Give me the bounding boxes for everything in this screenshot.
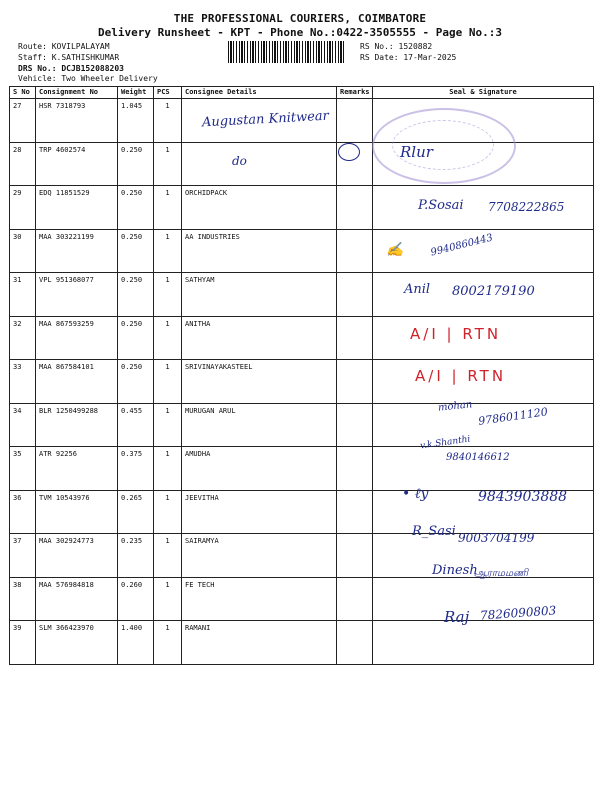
document-title: THE PROFESSIONAL COURIERS, COIMBATORE <box>173 12 427 25</box>
consignee-cell: AA INDUSTRIES <box>182 229 337 273</box>
table-row <box>10 229 594 273</box>
handwritten-remark-33: A/I | RTN <box>415 367 507 385</box>
remarks-cell <box>337 490 373 534</box>
sno-cell: 28 <box>10 142 36 186</box>
consignment-cell: EDQ 11851529 <box>36 186 118 230</box>
weight-cell: 0.250 <box>118 142 154 186</box>
pcs-cell: 1 <box>154 99 182 143</box>
sno-cell: 32 <box>10 316 36 360</box>
handwritten-phone-30: 9940860443 <box>429 232 495 259</box>
vehicle-label: Vehicle: Two Wheeler Delivery <box>18 74 158 83</box>
consignee-cell: FE TECH <box>182 577 337 621</box>
handwritten-signature-36: • ℓy <box>402 486 429 502</box>
table-row <box>10 316 594 360</box>
weight-cell: 0.250 <box>118 186 154 230</box>
pcs-cell: 1 <box>154 447 182 491</box>
sno-cell: 31 <box>10 273 36 317</box>
consignment-cell: VPL 951368077 <box>36 273 118 317</box>
consignment-cell: TVM 10543976 <box>36 490 118 534</box>
pcs-cell: 1 <box>154 186 182 230</box>
consignee-cell: SRIVINAYAKASTEEL <box>182 360 337 404</box>
sno-cell: 36 <box>10 490 36 534</box>
handwritten-signature-37: R_Sasi <box>412 524 456 539</box>
consignee-cell: AMUDHA <box>182 447 337 491</box>
col-header-consignment: Consignment No <box>36 87 118 99</box>
rs-number: RS No.: 1520882 <box>360 42 433 51</box>
weight-cell: 0.250 <box>118 273 154 317</box>
col-header-remarks: Remarks <box>337 87 373 99</box>
remarks-cell <box>337 316 373 360</box>
consignment-cell: HSR 7318793 <box>36 99 118 143</box>
consignment-cell: MAA 867584101 <box>36 360 118 404</box>
sno-cell: 37 <box>10 534 36 578</box>
sno-cell: 27 <box>10 99 36 143</box>
consignee-cell: SAIRAMYA <box>182 534 337 578</box>
weight-cell: 0.260 <box>118 577 154 621</box>
remarks-cell <box>337 621 373 665</box>
weight-cell: 0.265 <box>118 490 154 534</box>
consignment-cell: MAA 303221199 <box>36 229 118 273</box>
remarks-cell <box>337 360 373 404</box>
consignee-cell: JEEVITHA <box>182 490 337 534</box>
consignee-cell: SATHYAM <box>182 273 337 317</box>
handwritten-phone-37: 9003704199 <box>458 531 535 545</box>
remarks-cell <box>337 273 373 317</box>
pcs-cell: 1 <box>154 273 182 317</box>
handwritten-signature-30: ✍ <box>386 242 404 258</box>
pcs-cell: 1 <box>154 229 182 273</box>
weight-cell: 0.375 <box>118 447 154 491</box>
route-label: Route: KOVILPALAYAM <box>18 42 110 51</box>
weight-cell: 0.250 <box>118 360 154 404</box>
handwritten-remark-32: A/I | RTN <box>410 325 502 343</box>
handwritten-consignee-28: do <box>232 154 247 168</box>
remarks-cell <box>337 229 373 273</box>
remarks-circle-mark <box>338 143 360 161</box>
weight-cell: 0.455 <box>118 403 154 447</box>
handwritten-phone-31: 8002179190 <box>452 284 535 299</box>
sno-cell: 35 <box>10 447 36 491</box>
barcode-image <box>228 41 346 63</box>
consignment-cell: ATR 92256 <box>36 447 118 491</box>
col-header-seal: Seal & Signature <box>373 87 594 99</box>
consignee-cell: ANITHA <box>182 316 337 360</box>
sno-cell: 38 <box>10 577 36 621</box>
consignment-cell: SLM 366423970 <box>36 621 118 665</box>
consignment-cell: TRP 4602574 <box>36 142 118 186</box>
col-header-sno: S No <box>10 87 36 99</box>
handwritten-signature-39: Raj <box>444 608 470 626</box>
consignment-cell: BLR 1250499288 <box>36 403 118 447</box>
pcs-cell: 1 <box>154 577 182 621</box>
col-header-pcs: PCS <box>154 87 182 99</box>
sno-cell: 30 <box>10 229 36 273</box>
pcs-cell: 1 <box>154 403 182 447</box>
signature-cell <box>373 621 594 665</box>
handwritten-phone-35: 9840146612 <box>446 452 510 463</box>
handwritten-signature-38: Dinesh <box>432 563 478 578</box>
pcs-cell: 1 <box>154 490 182 534</box>
sno-cell: 33 <box>10 360 36 404</box>
consignment-cell: MAA 867593259 <box>36 316 118 360</box>
table-row <box>10 621 594 665</box>
handwritten-signature-35: v.k.Shanthi <box>419 434 472 452</box>
handwritten-signature-31: Anil <box>404 282 431 297</box>
drs-number: DRS No.: DCJB152088203 <box>18 64 124 73</box>
sno-cell: 29 <box>10 186 36 230</box>
consignment-cell: MAA 302924773 <box>36 534 118 578</box>
rs-date: RS Date: 17-Mar-2025 <box>360 53 457 62</box>
handwritten-scribble-38: ஆராமமணி <box>474 568 529 579</box>
handwritten-signature-29: P.Sosai <box>418 198 464 213</box>
remarks-cell <box>337 577 373 621</box>
pcs-cell: 1 <box>154 360 182 404</box>
sno-cell: 34 <box>10 403 36 447</box>
consignment-cell: MAA 576984818 <box>36 577 118 621</box>
handwritten-signature-28: Rlur <box>400 143 433 161</box>
remarks-cell <box>337 403 373 447</box>
pcs-cell: 1 <box>154 621 182 665</box>
remarks-cell <box>337 186 373 230</box>
pcs-cell: 1 <box>154 142 182 186</box>
staff-label: Staff: K.SATHISHKUMAR <box>18 53 120 62</box>
weight-cell: 1.045 <box>118 99 154 143</box>
handwritten-phone-36: 9843903888 <box>478 489 568 505</box>
weight-cell: 1.400 <box>118 621 154 665</box>
remarks-cell <box>337 534 373 578</box>
handwritten-signature-34: mohan <box>437 399 473 414</box>
weight-cell: 0.250 <box>118 229 154 273</box>
consignee-cell: RAMANI <box>182 621 337 665</box>
table-header-row <box>10 87 594 99</box>
handwritten-phone-34: 9786011120 <box>477 405 549 428</box>
remarks-cell <box>337 447 373 491</box>
consignee-cell: MURUGAN ARUL <box>182 403 337 447</box>
pcs-cell: 1 <box>154 316 182 360</box>
col-header-consignee: Consignee Details <box>182 87 337 99</box>
remarks-cell <box>337 99 373 143</box>
table-row <box>10 403 594 447</box>
handwritten-consignee-27: Augustan Knitwear <box>201 108 330 131</box>
col-header-weight: Weight <box>118 87 154 99</box>
handwritten-phone-39: 7826090803 <box>479 603 557 623</box>
consignee-cell <box>182 142 337 186</box>
consignee-cell: ORCHIDPACK <box>182 186 337 230</box>
weight-cell: 0.250 <box>118 316 154 360</box>
weight-cell: 0.235 <box>118 534 154 578</box>
sno-cell: 39 <box>10 621 36 665</box>
pcs-cell: 1 <box>154 534 182 578</box>
document-subtitle: Delivery Runsheet - KPT - Phone No.:0422-3505555 - Page No.:3 <box>98 26 502 39</box>
handwritten-phone-29: 7708222865 <box>488 200 565 214</box>
